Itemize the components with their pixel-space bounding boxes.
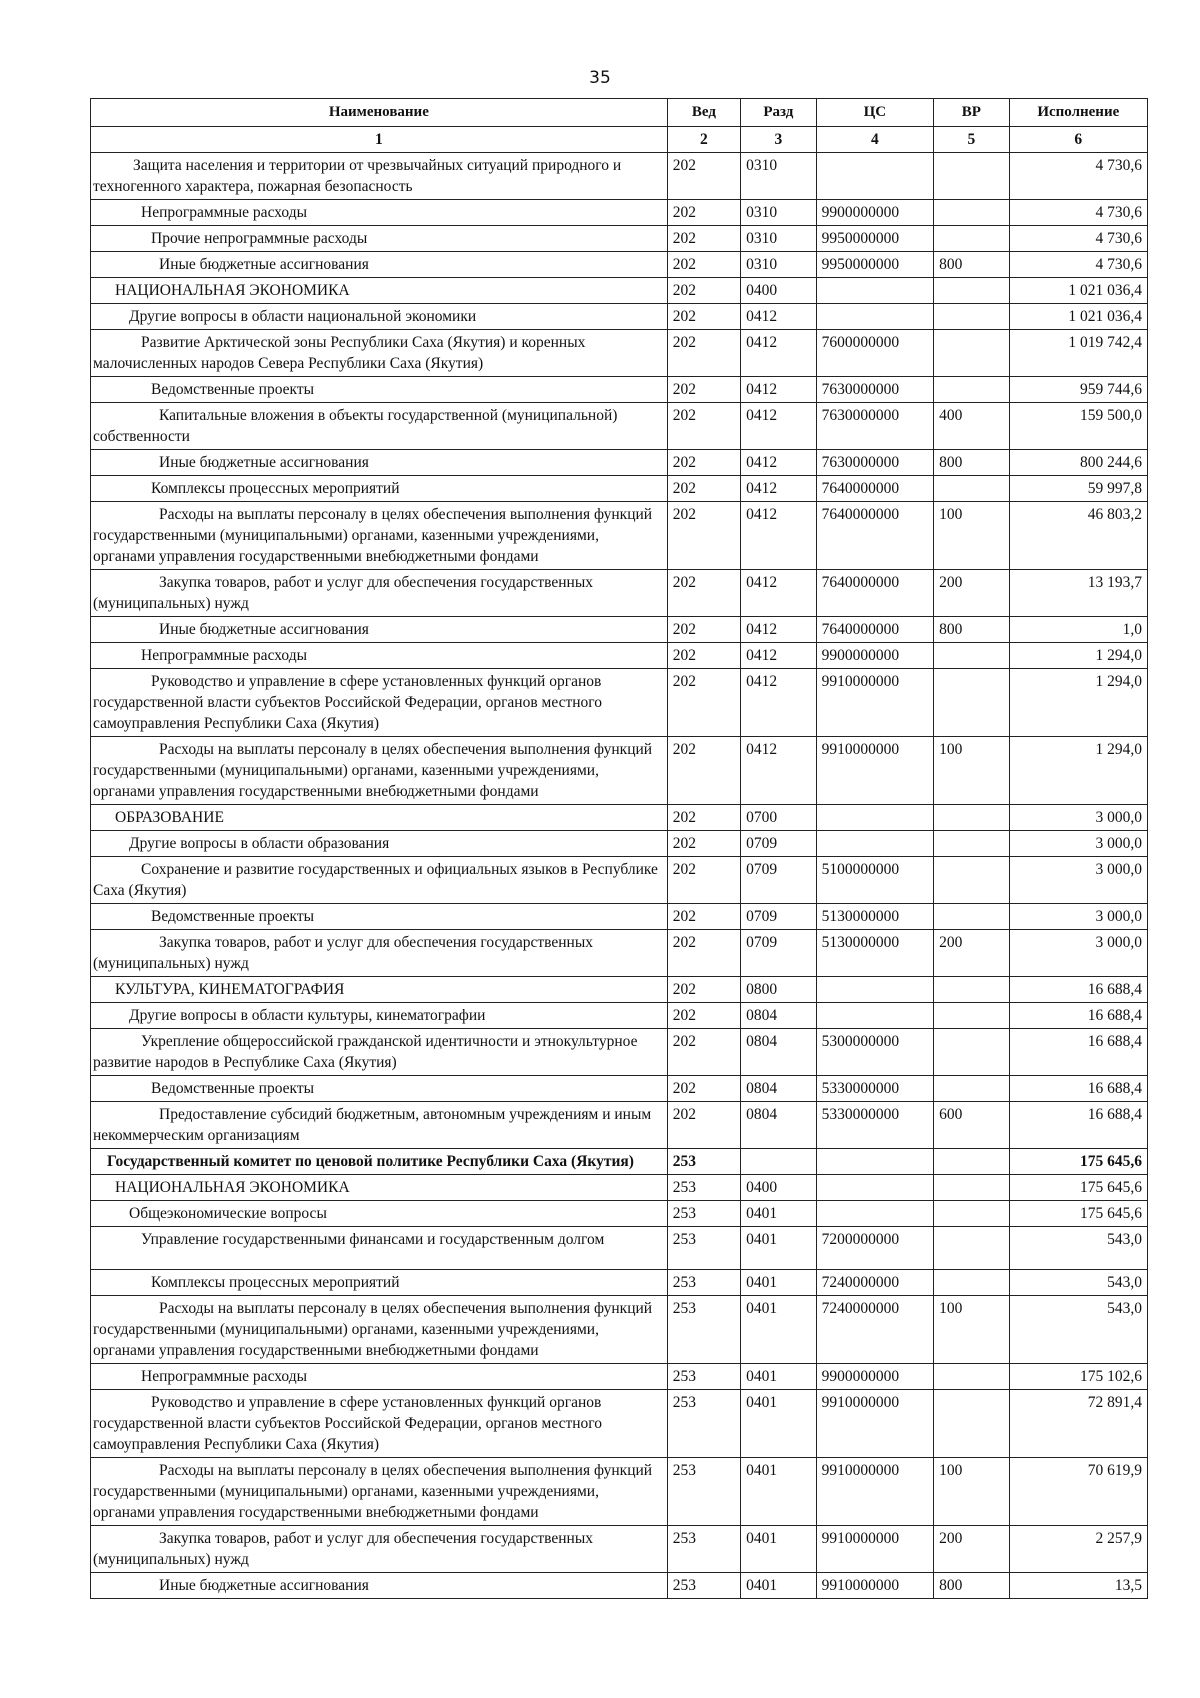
row-name: Расходы на выплаты персоналу в целях обеспечения выполнения функций государственными (муниципальными) органами, казенными учреждениями, органами управления государственными внебюджетными фондами <box>91 737 668 805</box>
row-cs: 7640000000 <box>816 617 933 643</box>
row-razd: 0412 <box>741 403 817 450</box>
row-vr <box>934 200 1010 226</box>
row-ved: 202 <box>667 904 740 930</box>
row-ispolnenie: 4 730,6 <box>1009 153 1147 200</box>
table-row <box>91 1364 1148 1390</box>
row-cs: 9910000000 <box>816 737 933 805</box>
row-ved: 253 <box>667 1270 740 1296</box>
row-cs: 5330000000 <box>816 1076 933 1102</box>
row-ispolnenie: 159 500,0 <box>1009 403 1147 450</box>
row-razd: 0401 <box>741 1201 817 1227</box>
row-cs: 7240000000 <box>816 1270 933 1296</box>
row-ved: 202 <box>667 278 740 304</box>
row-ved: 253 <box>667 1458 740 1526</box>
row-vr <box>934 304 1010 330</box>
table-row <box>91 930 1148 977</box>
row-ispolnenie: 46 803,2 <box>1009 502 1147 570</box>
row-cs: 5130000000 <box>816 904 933 930</box>
table-row <box>91 570 1148 617</box>
row-vr <box>934 1076 1010 1102</box>
table-row <box>91 1149 1148 1175</box>
row-ispolnenie: 3 000,0 <box>1009 857 1147 904</box>
table-row <box>91 403 1148 450</box>
row-ispolnenie: 1 294,0 <box>1009 669 1147 737</box>
row-ispolnenie: 13,5 <box>1009 1573 1147 1599</box>
row-ispolnenie: 1 294,0 <box>1009 643 1147 669</box>
row-vr <box>934 1201 1010 1227</box>
column-number: 1 <box>91 127 668 153</box>
table-row <box>91 977 1148 1003</box>
column-number-row <box>91 127 1148 153</box>
row-cs: 5130000000 <box>816 930 933 977</box>
row-vr <box>934 1003 1010 1029</box>
row-cs: 5100000000 <box>816 857 933 904</box>
row-name: Государственный комитет по ценовой политике Республики Саха (Якутия) <box>91 1149 668 1175</box>
row-ispolnenie: 3 000,0 <box>1009 805 1147 831</box>
row-ved: 253 <box>667 1296 740 1364</box>
row-vr: 800 <box>934 617 1010 643</box>
row-vr: 800 <box>934 450 1010 476</box>
row-ispolnenie: 16 688,4 <box>1009 1003 1147 1029</box>
row-ispolnenie: 543,0 <box>1009 1227 1147 1270</box>
row-name: Капитальные вложения в объекты государственной (муниципальной) собственности <box>91 403 668 450</box>
row-name: НАЦИОНАЛЬНАЯ ЭКОНОМИКА <box>91 1175 668 1201</box>
row-razd: 0401 <box>741 1573 817 1599</box>
row-name: Предоставление субсидий бюджетным, автономным учреждениям и иным некоммерческим организациям <box>91 1102 668 1149</box>
row-razd: 0709 <box>741 857 817 904</box>
row-ved: 202 <box>667 617 740 643</box>
row-vr <box>934 226 1010 252</box>
row-name: Расходы на выплаты персоналу в целях обеспечения выполнения функций государственными (муниципальными) органами, казенными учреждениями, органами управления государственными внебюджетными фондами <box>91 1296 668 1364</box>
row-razd: 0709 <box>741 831 817 857</box>
row-vr: 600 <box>934 1102 1010 1149</box>
row-name: Развитие Арктической зоны Республики Саха (Якутия) и коренных малочисленных народов Севера Республики Саха (Якутия) <box>91 330 668 377</box>
row-name: Ведомственные проекты <box>91 377 668 403</box>
row-ispolnenie: 3 000,0 <box>1009 904 1147 930</box>
page-number: 35 <box>589 68 611 88</box>
row-vr: 200 <box>934 570 1010 617</box>
row-ispolnenie: 16 688,4 <box>1009 1076 1147 1102</box>
table-row <box>91 377 1148 403</box>
table-row <box>91 1458 1148 1526</box>
row-name: Укрепление общероссийской гражданской идентичности и этнокультурное развитие народов в Республике Саха (Якутия) <box>91 1029 668 1076</box>
row-razd: 0310 <box>741 153 817 200</box>
table-row <box>91 805 1148 831</box>
row-name: Иные бюджетные ассигнования <box>91 252 668 278</box>
table-row <box>91 1029 1148 1076</box>
row-name: ОБРАЗОВАНИЕ <box>91 805 668 831</box>
row-name: Защита населения и территории от чрезвычайных ситуаций природного и техногенного характера, пожарная безопасность <box>91 153 668 200</box>
row-ispolnenie: 959 744,6 <box>1009 377 1147 403</box>
table-row <box>91 1390 1148 1458</box>
row-ved: 202 <box>667 377 740 403</box>
row-ispolnenie: 16 688,4 <box>1009 1029 1147 1076</box>
row-ved: 202 <box>667 643 740 669</box>
row-ved: 253 <box>667 1149 740 1175</box>
row-name: Общеэкономические вопросы <box>91 1201 668 1227</box>
table-row <box>91 904 1148 930</box>
row-name: Расходы на выплаты персоналу в целях обеспечения выполнения функций государственными (муниципальными) органами, казенными учреждениями, органами управления государственными внебюджетными фондами <box>91 502 668 570</box>
row-razd: 0412 <box>741 669 817 737</box>
column-number: 4 <box>816 127 933 153</box>
row-cs: 9910000000 <box>816 1526 933 1573</box>
row-ved: 202 <box>667 1003 740 1029</box>
table-row <box>91 737 1148 805</box>
row-razd: 0412 <box>741 502 817 570</box>
row-name: Непрограммные расходы <box>91 200 668 226</box>
row-name: Другие вопросы в области образования <box>91 831 668 857</box>
row-cs <box>816 1201 933 1227</box>
table-row <box>91 1573 1148 1599</box>
table-row <box>91 200 1148 226</box>
table-row <box>91 153 1148 200</box>
row-cs <box>816 1175 933 1201</box>
row-ved: 202 <box>667 502 740 570</box>
row-razd: 0709 <box>741 904 817 930</box>
row-name: НАЦИОНАЛЬНАЯ ЭКОНОМИКА <box>91 278 668 304</box>
row-razd: 0310 <box>741 226 817 252</box>
row-cs: 9910000000 <box>816 1573 933 1599</box>
header-cs: ЦС <box>816 99 933 127</box>
row-razd: 0700 <box>741 805 817 831</box>
row-vr: 100 <box>934 502 1010 570</box>
row-razd <box>741 1149 817 1175</box>
row-razd: 0401 <box>741 1296 817 1364</box>
row-razd: 0412 <box>741 450 817 476</box>
row-vr: 200 <box>934 1526 1010 1573</box>
row-ispolnenie: 175 645,6 <box>1009 1149 1147 1175</box>
row-ved: 202 <box>667 252 740 278</box>
row-ved: 253 <box>667 1526 740 1573</box>
table-row <box>91 1076 1148 1102</box>
row-ispolnenie: 175 102,6 <box>1009 1364 1147 1390</box>
row-vr <box>934 831 1010 857</box>
row-vr: 100 <box>934 1296 1010 1364</box>
column-number: 5 <box>934 127 1010 153</box>
row-ved: 202 <box>667 669 740 737</box>
row-ispolnenie: 1 021 036,4 <box>1009 304 1147 330</box>
header-name: Наименование <box>91 99 668 127</box>
table-body <box>91 153 1148 1599</box>
row-ispolnenie: 1 019 742,4 <box>1009 330 1147 377</box>
row-name: КУЛЬТУРА, КИНЕМАТОГРАФИЯ <box>91 977 668 1003</box>
row-cs <box>816 278 933 304</box>
row-vr: 200 <box>934 930 1010 977</box>
row-cs <box>816 831 933 857</box>
row-ispolnenie: 1,0 <box>1009 617 1147 643</box>
row-name: Иные бюджетные ассигнования <box>91 1573 668 1599</box>
row-ved: 253 <box>667 1175 740 1201</box>
row-name: Закупка товаров, работ и услуг для обеспечения государственных (муниципальных) нужд <box>91 1526 668 1573</box>
row-cs: 9910000000 <box>816 1458 933 1526</box>
table-row <box>91 643 1148 669</box>
row-ispolnenie: 3 000,0 <box>1009 930 1147 977</box>
column-number: 2 <box>667 127 740 153</box>
row-vr <box>934 476 1010 502</box>
row-cs: 7630000000 <box>816 377 933 403</box>
row-cs: 7640000000 <box>816 570 933 617</box>
row-ved: 202 <box>667 304 740 330</box>
row-ispolnenie: 16 688,4 <box>1009 977 1147 1003</box>
row-vr <box>934 643 1010 669</box>
row-razd: 0412 <box>741 737 817 805</box>
row-cs: 7640000000 <box>816 502 933 570</box>
row-cs: 9900000000 <box>816 200 933 226</box>
row-name: Непрограммные расходы <box>91 1364 668 1390</box>
row-vr <box>934 153 1010 200</box>
row-name: Закупка товаров, работ и услуг для обеспечения государственных (муниципальных) нужд <box>91 570 668 617</box>
row-ved: 202 <box>667 570 740 617</box>
row-cs: 5330000000 <box>816 1102 933 1149</box>
table-row <box>91 1227 1148 1270</box>
row-razd: 0401 <box>741 1364 817 1390</box>
row-razd: 0804 <box>741 1029 817 1076</box>
row-ispolnenie: 543,0 <box>1009 1296 1147 1364</box>
table-row <box>91 502 1148 570</box>
row-vr <box>934 1175 1010 1201</box>
row-ved: 202 <box>667 857 740 904</box>
row-razd: 0412 <box>741 476 817 502</box>
row-vr <box>934 805 1010 831</box>
row-razd: 0800 <box>741 977 817 1003</box>
row-name: Ведомственные проекты <box>91 1076 668 1102</box>
row-cs: 7640000000 <box>816 476 933 502</box>
table-row <box>91 304 1148 330</box>
row-razd: 0709 <box>741 930 817 977</box>
row-ved: 202 <box>667 805 740 831</box>
row-vr: 800 <box>934 1573 1010 1599</box>
table-row <box>91 1102 1148 1149</box>
row-ispolnenie: 4 730,6 <box>1009 252 1147 278</box>
row-name: Сохранение и развитие государственных и официальных языков в Республике Саха (Якутия) <box>91 857 668 904</box>
row-name: Комплексы процессных мероприятий <box>91 476 668 502</box>
row-ved: 202 <box>667 476 740 502</box>
row-cs <box>816 1149 933 1175</box>
row-cs: 9910000000 <box>816 669 933 737</box>
row-name: Расходы на выплаты персоналу в целях обеспечения выполнения функций государственными (муниципальными) органами, казенными учреждениями, органами управления государственными внебюджетными фондами <box>91 1458 668 1526</box>
row-cs <box>816 977 933 1003</box>
row-ispolnenie: 4 730,6 <box>1009 200 1147 226</box>
row-cs: 5300000000 <box>816 1029 933 1076</box>
row-razd: 0412 <box>741 377 817 403</box>
table-row <box>91 1270 1148 1296</box>
row-ved: 202 <box>667 737 740 805</box>
row-name: Комплексы процессных мероприятий <box>91 1270 668 1296</box>
row-ved: 253 <box>667 1573 740 1599</box>
row-vr: 400 <box>934 403 1010 450</box>
row-ispolnenie: 59 997,8 <box>1009 476 1147 502</box>
row-ispolnenie: 175 645,6 <box>1009 1201 1147 1227</box>
row-razd: 0401 <box>741 1526 817 1573</box>
row-ispolnenie: 2 257,9 <box>1009 1526 1147 1573</box>
row-ved: 202 <box>667 977 740 1003</box>
table-row <box>91 617 1148 643</box>
row-ved: 253 <box>667 1390 740 1458</box>
row-vr <box>934 1227 1010 1270</box>
row-cs: 9910000000 <box>816 1390 933 1458</box>
row-cs: 7200000000 <box>816 1227 933 1270</box>
row-name: Руководство и управление в сфере установленных функций органов государственной власти субъектов Российской Федерации, органов местного самоуправления Республики Саха (Якутия) <box>91 1390 668 1458</box>
row-razd: 0401 <box>741 1227 817 1270</box>
row-razd: 0412 <box>741 643 817 669</box>
row-razd: 0804 <box>741 1003 817 1029</box>
row-cs: 9950000000 <box>816 252 933 278</box>
header-vr: ВР <box>934 99 1010 127</box>
row-cs <box>816 805 933 831</box>
row-vr: 100 <box>934 737 1010 805</box>
row-ved: 202 <box>667 831 740 857</box>
row-razd: 0401 <box>741 1458 817 1526</box>
row-name: Ведомственные проекты <box>91 904 668 930</box>
table-row <box>91 1175 1148 1201</box>
header-razd: Разд <box>741 99 817 127</box>
row-ved: 202 <box>667 200 740 226</box>
row-ved: 202 <box>667 330 740 377</box>
row-name: Прочие непрограммные расходы <box>91 226 668 252</box>
row-razd: 0412 <box>741 570 817 617</box>
row-ispolnenie: 3 000,0 <box>1009 831 1147 857</box>
row-vr: 800 <box>934 252 1010 278</box>
row-name: Другие вопросы в области культуры, кинематографии <box>91 1003 668 1029</box>
row-razd: 0804 <box>741 1076 817 1102</box>
row-razd: 0412 <box>741 617 817 643</box>
row-ved: 253 <box>667 1201 740 1227</box>
table-row <box>91 330 1148 377</box>
row-razd: 0401 <box>741 1390 817 1458</box>
row-vr: 100 <box>934 1458 1010 1526</box>
row-name: Иные бюджетные ассигнования <box>91 450 668 476</box>
table-row <box>91 252 1148 278</box>
column-number: 3 <box>741 127 817 153</box>
row-vr <box>934 1364 1010 1390</box>
row-name: Иные бюджетные ассигнования <box>91 617 668 643</box>
row-vr <box>934 669 1010 737</box>
table-row <box>91 669 1148 737</box>
row-ved: 202 <box>667 1076 740 1102</box>
table-row <box>91 857 1148 904</box>
row-cs: 7630000000 <box>816 403 933 450</box>
table-row <box>91 476 1148 502</box>
row-ispolnenie: 13 193,7 <box>1009 570 1147 617</box>
row-vr <box>934 977 1010 1003</box>
table-row <box>91 1003 1148 1029</box>
header-ved: Вед <box>667 99 740 127</box>
row-razd: 0412 <box>741 330 817 377</box>
row-ved: 202 <box>667 153 740 200</box>
row-vr <box>934 278 1010 304</box>
row-cs: 9900000000 <box>816 1364 933 1390</box>
row-ved: 253 <box>667 1364 740 1390</box>
row-cs: 7240000000 <box>816 1296 933 1364</box>
budget-table <box>90 98 1148 1599</box>
row-name: Закупка товаров, работ и услуг для обеспечения государственных (муниципальных) нужд <box>91 930 668 977</box>
row-name: Руководство и управление в сфере установленных функций органов государственной власти субъектов Российской Федерации, органов местного самоуправления Республики Саха (Якутия) <box>91 669 668 737</box>
row-ved: 202 <box>667 930 740 977</box>
row-cs: 7600000000 <box>816 330 933 377</box>
table-row <box>91 278 1148 304</box>
row-vr <box>934 1149 1010 1175</box>
row-razd: 0310 <box>741 252 817 278</box>
row-cs <box>816 153 933 200</box>
table-row <box>91 1201 1148 1227</box>
row-razd: 0400 <box>741 1175 817 1201</box>
row-ispolnenie: 800 244,6 <box>1009 450 1147 476</box>
header-ispolnenie: Исполнение <box>1009 99 1147 127</box>
row-vr <box>934 1029 1010 1076</box>
table-row <box>91 831 1148 857</box>
row-razd: 0310 <box>741 200 817 226</box>
row-ispolnenie: 1 021 036,4 <box>1009 278 1147 304</box>
row-razd: 0412 <box>741 304 817 330</box>
row-ved: 202 <box>667 403 740 450</box>
row-ved: 202 <box>667 1029 740 1076</box>
row-razd: 0804 <box>741 1102 817 1149</box>
row-cs <box>816 304 933 330</box>
row-razd: 0400 <box>741 278 817 304</box>
row-ved: 253 <box>667 1227 740 1270</box>
row-ispolnenie: 72 891,4 <box>1009 1390 1147 1458</box>
row-razd: 0401 <box>741 1270 817 1296</box>
table-row <box>91 450 1148 476</box>
row-cs: 9900000000 <box>816 643 933 669</box>
row-ispolnenie: 70 619,9 <box>1009 1458 1147 1526</box>
row-ved: 202 <box>667 1102 740 1149</box>
row-vr <box>934 330 1010 377</box>
row-cs <box>816 1003 933 1029</box>
table-header-row <box>91 99 1148 127</box>
row-ved: 202 <box>667 226 740 252</box>
row-ispolnenie: 543,0 <box>1009 1270 1147 1296</box>
row-vr <box>934 377 1010 403</box>
row-ispolnenie: 16 688,4 <box>1009 1102 1147 1149</box>
row-name: Непрограммные расходы <box>91 643 668 669</box>
row-ispolnenie: 175 645,6 <box>1009 1175 1147 1201</box>
row-name: Другие вопросы в области национальной экономики <box>91 304 668 330</box>
table-row <box>91 1526 1148 1573</box>
row-vr <box>934 904 1010 930</box>
row-name: Управление государственными финансами и государственным долгом <box>91 1227 668 1270</box>
row-ved: 202 <box>667 450 740 476</box>
table-row <box>91 226 1148 252</box>
row-vr <box>934 857 1010 904</box>
row-vr <box>934 1390 1010 1458</box>
row-ispolnenie: 4 730,6 <box>1009 226 1147 252</box>
table-row <box>91 1296 1148 1364</box>
row-ispolnenie: 1 294,0 <box>1009 737 1147 805</box>
row-cs: 9950000000 <box>816 226 933 252</box>
row-cs: 7630000000 <box>816 450 933 476</box>
column-number: 6 <box>1009 127 1147 153</box>
row-vr <box>934 1270 1010 1296</box>
